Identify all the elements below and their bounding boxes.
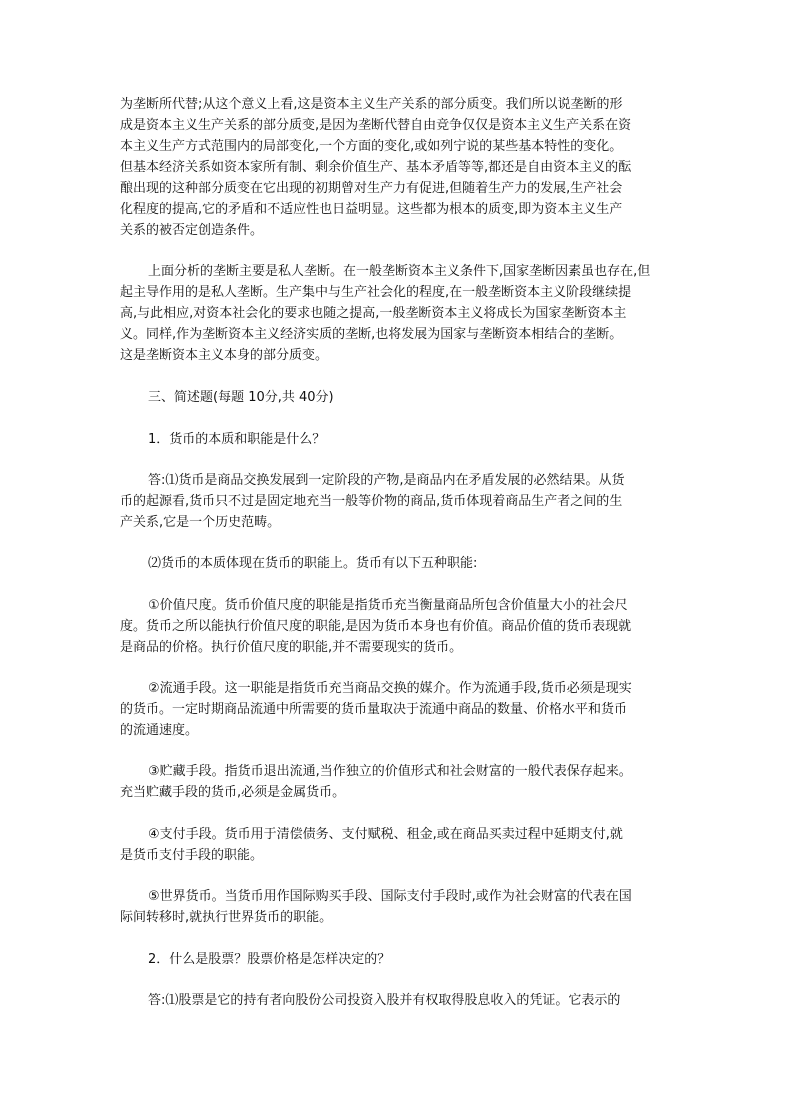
section-heading: 三、简述题(每题 10分,共 40分) (148, 390, 334, 405)
text-line: ①价值尺度。货币价值尺度的职能是指货币充当衡量商品所包含价值量大小的社会尺 (148, 598, 628, 613)
question-title: 1．货币的本质和职能是什么？ (148, 432, 326, 447)
text-line: 充当贮藏手段的货币,必须是金属货币。 (120, 785, 346, 800)
text-line: ④支付手段。货币用于清偿债务、支付赋税、租金,或在商品买卖过程中延期支付,就 (148, 827, 623, 842)
text-line: 起主导作用的是私人垄断。生产集中与生产社会化的程度,在一般垄断资本主义阶段继续提 (120, 285, 632, 300)
text-line: ③贮藏手段。指货币退出流通,当作独立的价值形式和社会财富的一般代表保存起来。 (148, 764, 632, 779)
text-line: 关系的被否定创造条件。 (120, 223, 264, 238)
text-line: 答:⑴货币是商品交换发展到一定阶段的产物,是商品内在矛盾发展的必然结果。从货 (148, 473, 625, 488)
text-line: 答:⑴股票是它的持有者向股份公司投资入股并有权取得股息收入的凭证。它表示的 (148, 993, 621, 1008)
text-line: 的货币。一定时期商品流通中所需要的货币量取决于流通中商品的数量、价格水平和货币 (120, 702, 628, 717)
text-line: ②流通手段。这一职能是指货币充当商品交换的媒介。作为流通手段,货币必须是现实 (148, 681, 632, 696)
text-line: 高,与此相应,对资本社会化的要求也随之提高,一般垄断资本主义将成长为国家垄断资本主 (120, 306, 627, 321)
text-line: ⑵货币的本质体现在货币的职能上。货币有以下五种职能: (148, 556, 478, 571)
text-line: 是商品的价格。执行价值尺度的职能,并不需要现实的货币。 (120, 640, 463, 655)
text-line: 化程度的提高,它的矛盾和不适应性也日益明显。这些都为根本的质变,即为资本主义生产 (120, 202, 623, 217)
text-line: 产关系,它是一个历史范畴。 (120, 515, 281, 530)
text-line: 度。货币之所以能执行价值尺度的职能,是因为货币本身也有价值。商品价值的货币表现就 (120, 619, 632, 634)
question-title: 2．什么是股票？股票价格是怎样决定的？ (148, 952, 391, 967)
text-line: 币的起源看,货币只不过是固定地充当一般等价物的商品,货币体现着商品生产者之间的生 (120, 494, 623, 509)
text-line: 为垄断所代替;从这个意义上看,这是资本主义生产关系的部分质变。我们所以说垄断的形 (120, 97, 623, 112)
text-line: 的流通速度。 (120, 723, 199, 738)
text-line: 际间转移时,就执行世界货币的职能。 (120, 910, 333, 925)
text-line: 这是垄断资本主义本身的部分质变。 (120, 348, 329, 363)
text-line: 是货币支付手段的职能。 (120, 848, 264, 863)
text-line: 义。同样,作为垄断资本主义经济实质的垄断,也将发展为国家与垄断资本相结合的垄断。 (120, 327, 623, 342)
text-line: 但基本经济关系如资本家所有制、剩余价值生产、基本矛盾等等,都还是自由资本主义的酝 (120, 160, 632, 175)
text-line: 成是资本主义生产关系的部分质变,是因为垄断代替自由竞争仅仅是资本主义生产关系在资 (120, 118, 632, 133)
text-line: 酿出现的这种部分质变在它出现的初期曾对生产力有促进,但随着生产力的发展,生产社会 (120, 181, 623, 196)
text-line: ⑤世界货币。当货币用作国际购买手段、国际支付手段时,或作为社会财富的代表在国 (148, 889, 632, 904)
text-line: 本主义生产方式范围内的局部变化,一个方面的变化,或如列宁说的某些基本特性的变化。 (120, 139, 623, 154)
text-line: 上面分析的垄断主要是私人垄断。在一般垄断资本主义条件下,国家垄断因素虽也存在,但 (148, 264, 651, 279)
